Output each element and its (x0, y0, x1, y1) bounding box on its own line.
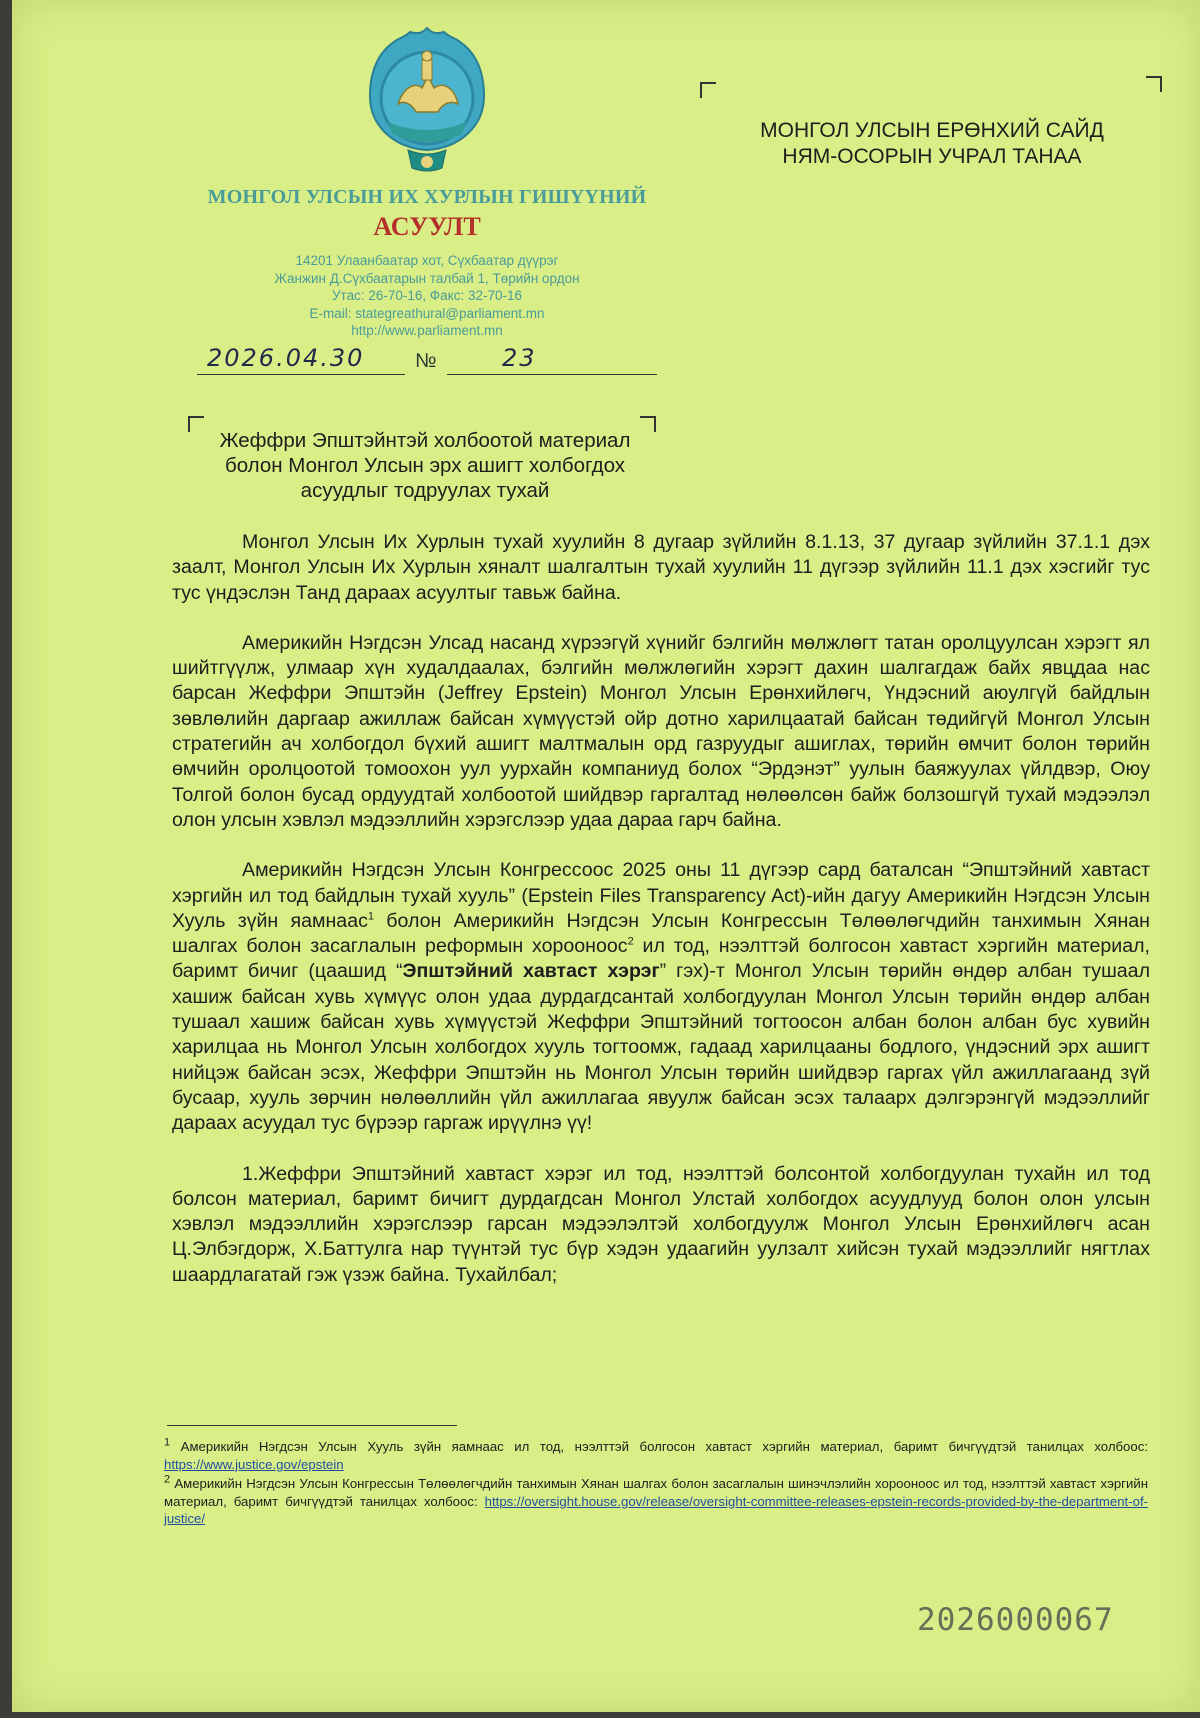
footnote-1-link[interactable]: https://www.justice.gov/epstein (164, 1456, 344, 1472)
recipient-name: НЯМ-ОСОРЫН УЧРАЛ ТАНАА (782, 145, 1082, 168)
footnote-1: $^1$ Америкийн Нэгдсэн Улсын Хууль зүйн яамнаас ил тод, нээлттэй болгосон хавтаст хэргийн материал, баримт бичгүүдтэй танилцах холбоос: https://www.justice.gov/epstein (164, 1436, 1148, 1472)
defined-term: Эпштэйний хавтаст хэрэг (402, 960, 660, 983)
number-sign: № (415, 350, 437, 372)
subject-line-2: болон Монгол Улсын эрх ашигт холбогдох (224, 454, 626, 477)
handwritten-date: 2026.04.30 (207, 344, 365, 372)
footnotes (164, 1438, 1148, 1530)
email: E-mail: stategreathural@parliament.mn (309, 305, 545, 321)
corner-mark (700, 82, 716, 98)
footnote-2: $^2$ Америкийн Нэгдсэн Улсын Конгрессын Төлөөлөгчдийн танхимын Хянан шалгах болон засаглалын шинэчлэлийн хорооноос ил тод, нээлттэй хавтаст хэргийн материал, баримт бичгүүдтэй танилцах холбоос: https://oversight.house.gov/release/oversight-committee-releases-epstein-records-provided-by-the-department-of-justice/ (164, 1473, 1148, 1526)
registration-stamp-number: 2026000067 (917, 1602, 1114, 1638)
handwritten-number: 23 (502, 344, 537, 372)
letter-body (172, 530, 1150, 1313)
footnote-ref-1: 1 (367, 910, 375, 923)
address-line-2: Жанжин Д.Сүхбаатарын талбай 1, Төрийн ордон (274, 270, 580, 286)
date-field (197, 340, 405, 375)
document-type: АСУУЛТ (373, 212, 481, 241)
issuer-contact-block (162, 252, 692, 340)
question-1: 1.Жеффри Эпштэйний хавтаст хэрэг ил тод, нээлттэй болсонтой холбогдуулан тухайн ил тод болсон материал, баримт бичигт дурдагдсан Монгол Улстай холбогдох асуудлууд болон олон улсын хэвлэл мэдээллийн хэрэгслээр гарсан мэдээлэлтэй холбогдуулж Монгол Улсын Ерөнхийлөгч асан Ц.Элбэгдорж, Х.Баттулга нар түүнтэй тус бүр хэдэн удаагийн уулзалт хийсэн тухай мэдээллийг нягтлах шаардлагатай гэж үзэж байна. Тухайлбал; (172, 1162, 1150, 1286)
issuer-name: МОНГОЛ УЛСЫН ИХ ХУРЛЫН ГИШҮҮНИЙ (207, 186, 647, 208)
paragraph-legal-basis: Монгол Улсын Их Хурлын тухай хуулийн 8 дугаар зүйлийн 8.1.13, 37 дугаар зүйлийн 37.1.1 дэх заалт, Монгол Улсын Их Хурлын хяналт шалгалтын тухай хуулийн 11 дүгээр зүйлийн 11.1 дэх хэсгийг тус тус үндэслэн Танд дараах асуултыг тавьж байна. (172, 531, 1150, 604)
footnote-2-link[interactable]: https://oversight.house.gov/release/oversight-committee-releases-epstein-records-provided-by-the-department-of-justice/ (164, 1493, 1148, 1526)
number-field (447, 340, 657, 375)
address-line-1: 14201 Улаанбаатар хот, Сүхбаатар дүүрэг (295, 253, 559, 268)
subject-block (200, 428, 650, 503)
state-emblem-icon (358, 26, 496, 176)
corner-mark (1146, 76, 1162, 92)
footnote-divider (167, 1425, 457, 1426)
recipient-title: МОНГОЛ УЛСЫН ЕРӨНХИЙ САЙД (760, 119, 1104, 142)
phone-fax: Утас: 26-70-16, Факс: 32-70-16 (331, 288, 523, 303)
subject-line-1: Жеффри Эпштэйнтэй холбоотой материал (219, 429, 631, 452)
website: http://www.parliament.mn (351, 323, 503, 338)
subject-line-3: асуудлыг тодруулах тухай (300, 479, 550, 502)
footnote-ref-2: 2 (627, 935, 634, 948)
paragraph-background: Америкийн Нэгдсэн Улсад насанд хүрээгүй хүнийг бэлгийн мөлжлөгт татан оролцуулсан хэрэгт ял шийтгүүлж, улмаар хүн худалдаалах, бэлгийн мөлжлөгийн хэрэгт дахин шалгагдаж байх явцдаа нас барсан Жеффри Эпштэйн (Jeffrey Epstein) Монгол Улсын Ерөнхийлөгч, Үндэсний аюулгүй байдлын зөвлөлийн даргаар ажиллаж байсан хүмүүстэй ойр дотно харилцаатай байсан төдийгүй Монгол Улсын стратегийн ач холбогдол бүхий ашигт малтмалын орд газруудыг ашиглах, төрийн өмчит болон төрийн өмчийн оролцоотой томоохон уул уурхайн компаниуд болох “Эрдэнэт” уулын баяжуулах үйлдвэр, Оюу Толгой болон бусад ордуудтай холбоотой шийдвэр гаргалтад нөлөөлсөн байж болзошгүй тухай мэдээлэл олон улсын хэвлэл мэдээллийн хэрэгслээр удаа дараа гарч байна. (172, 631, 1150, 831)
recipient-block (712, 118, 1152, 170)
paragraph-request: Америкийн Нэгдсэн Улсын Конгрессоос 2025 оны 11 дүгээр сард баталсан “Эпштэйний хавтаст хэргийн ил тод байдлын тухай хууль” (Epstein Files Transparency Act)-ийн дагуу Америкийн Нэгдсэн Улсын Хууль зүйн яамнаас$^1$ болон Америкийн Нэгдсэн Улсын Конгрессын Төлөөлөгчдийн танхимын Хянан шалгах болон засаглалын реформын хорооноос$^2$ ил тод, нээлттэй болгосон хавтаст хэргийн материал, баримт бичиг (цаашид “Эпштэйний хавтаст хэрэг” гэх)-т Монгол Улсын төрийн өндөр албан тушаал хашиж байсан хувь хүмүүс олон удаа дурдагдсантай холбогдуулан Монгол Улсын төрийн өндөр албан тушаал хашиж байсан хувь хүмүүстэй Жеффри Эпштэйний тогтоосон албан болон албан бус хувийн харилцаа нь Монгол Улсын холбогдох хууль тогтоомж, гадаад харилцааны бодлого, үндэсний эрх ашигт нийцэж байсан эсэх, Жеффри Эпштэйн нь Монгол Улсын төрийн шийдвэр гаргах үйл ажиллагаанд зүй бусаар, хууль зөрчин нөлөөллийн үйл ажиллагаа явуулж байсан эсэх талаарх дэлгэрэнгүй мэдээллийг дараах асуудал тус бүрээр гаргаж ирүүлнэ үү! (172, 859, 1151, 1135)
document-page (12, 0, 1200, 1712)
